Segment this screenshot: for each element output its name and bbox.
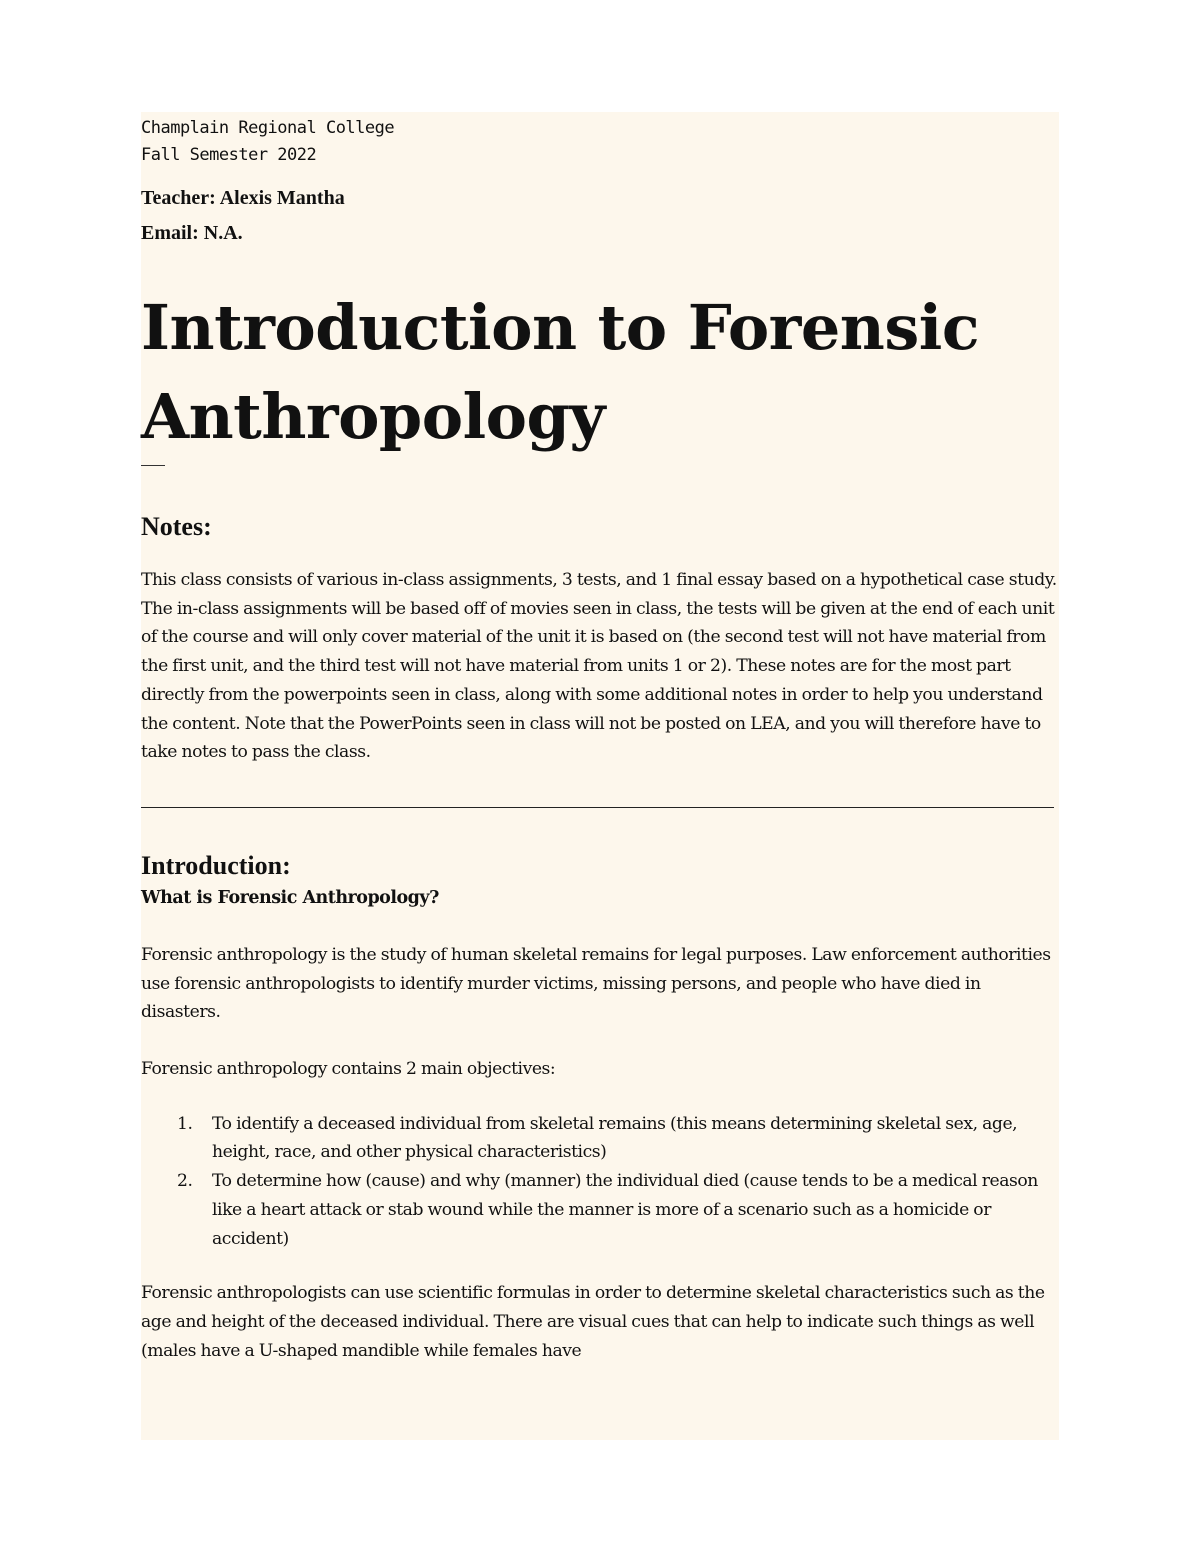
teacher-info	[141, 181, 1059, 251]
notes-paragraph: This class consists of various in-class assignments, 3 tests, and 1 final essay based on a hypothetical case study. The in-class assignments will be based off of movies seen in class, the tests will be given at the end of each unit of the course and will only cover material of the unit it is based on (the second test will not have material from the first unit, and the third test will not have material from units 1 or 2). These notes are for the most part directly from the powerpoints seen in class, along with some additional notes in order to help you understand the content. Note that the PowerPoints seen in class will not be posted on LEA, and you will therefore have to take notes to pass the class.	[141, 570, 1057, 763]
title-line-1: Introduction to Forensic	[141, 291, 980, 364]
title-underline	[141, 465, 165, 466]
institution-name: Champlain Regional College	[141, 118, 395, 138]
introduction-paragraph-1: Forensic anthropology is the study of human skeletal remains for legal purposes. Law enforcement authorities use forensic anthropologists to identify murder victims, missing persons, and people who have died in disasters.	[141, 944, 1051, 1023]
list-item	[141, 1110, 1059, 1167]
introduction-paragraph-2: Forensic anthropology contains 2 main objectives:	[141, 1059, 556, 1080]
list-item-text: To determine how (cause) and why (manner) the individual died (cause tends to be a medical reason like a heart attack or stab wound while the manner is more of a scenario such as a homicide or accident)	[212, 1171, 1038, 1249]
list-item-text: To identify a deceased individual from skeletal remains (this means determining skeletal sex, age, height, race, and other physical characteristics)	[212, 1113, 1018, 1163]
list-item	[141, 1167, 1059, 1253]
email-line: Email: N.A.	[141, 222, 243, 244]
objectives-list	[141, 1110, 1059, 1254]
section-divider	[141, 807, 1054, 808]
introduction-paragraph-3: Forensic anthropologists can use scientific formulas in order to determine skeletal characteristics such as the age and height of the deceased individual. There are visual cues that can help to indicate such things as well (males have a U-shaped mandible while females have	[141, 1283, 1045, 1361]
document-content	[141, 112, 1059, 1365]
introduction-subheading: What is Forensic Anthropology?	[141, 887, 439, 908]
title-line-2: Anthropology	[141, 380, 605, 453]
list-number: 1.	[177, 1113, 193, 1134]
introduction-heading: Introduction:	[141, 850, 291, 880]
list-number: 2.	[177, 1171, 193, 1192]
notes-heading: Notes:	[141, 512, 212, 541]
semester: Fall Semester 2022	[141, 145, 317, 165]
document-title	[141, 283, 1059, 461]
teacher-line: Teacher: Alexis Mantha	[141, 187, 345, 209]
